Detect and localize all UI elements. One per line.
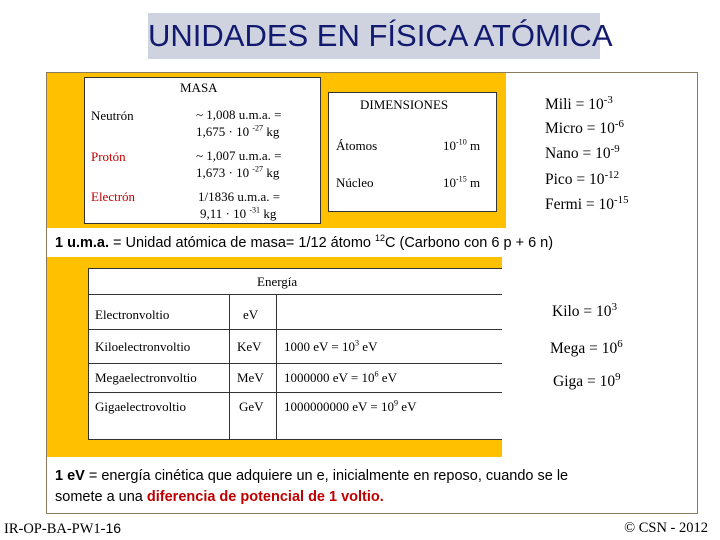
ev-note: 1 eV = energía cinética que adquiere un e, inicialmente en reposo, cuando se le somete a una diferencia de potencial de 1 voltio. bbox=[47, 459, 695, 511]
masa-row-value-line2: 1,675 · 10 $^{-27}$ kg bbox=[196, 123, 280, 139]
uma-note: 1 u.m.a. = Unidad atómica de masa= 1/12 átomo $^{12}$C (Carbono con 6 p + 6 n) bbox=[47, 230, 695, 256]
masa-row-name: Electrón bbox=[91, 189, 136, 204]
table-rule bbox=[88, 363, 505, 364]
energia-row-symbol: eV bbox=[243, 307, 259, 322]
prefix-item: Fermi = $10^{-15}$ bbox=[545, 193, 629, 213]
uma-note-bold: 1 u.m.a. bbox=[55, 235, 109, 251]
energia-row-symbol: MeV bbox=[237, 370, 264, 385]
prefix-item: Pico = $10^{-12}$ bbox=[545, 168, 620, 188]
energia-row-name: Megaelectronvoltio bbox=[95, 370, 197, 385]
energia-row-symbol: KeV bbox=[237, 339, 262, 354]
dimension-row-name: Núcleo bbox=[336, 175, 374, 190]
masa-row-value-line2: 9,11 · 10 $^{-31}$ kg bbox=[200, 205, 277, 221]
slide-code: IR-OP-BA-PW1-16 bbox=[4, 520, 122, 537]
masa-row-name: Protón bbox=[91, 149, 126, 164]
prefix-item: Mega = $10^6$ bbox=[550, 337, 623, 357]
dimension-row-name: Átomos bbox=[336, 138, 378, 153]
energia-row-name: Electronvoltio bbox=[95, 307, 170, 322]
energia-row-equivalence: 1000 eV = $10^3$ eV bbox=[284, 338, 378, 354]
prefix-item: Micro = $10^{-6}$ bbox=[545, 117, 624, 137]
prefix-item: Kilo = $10^3$ bbox=[552, 300, 617, 320]
prefix-item: Nano = $10^{-9}$ bbox=[545, 142, 620, 162]
energia-row-name: Kiloelectronvoltio bbox=[95, 339, 191, 354]
masa-label: MASA bbox=[180, 80, 218, 95]
dimensiones-label: DIMENSIONES bbox=[360, 97, 449, 112]
energia-row-symbol: GeV bbox=[239, 399, 264, 414]
energia-row-equivalence: 1000000000 eV = $10^9$ eV bbox=[284, 398, 417, 414]
masa-row-value-line1: 1/1836 u.m.a. = bbox=[198, 189, 281, 204]
dimension-row-value: $10^{-10}$ m bbox=[443, 137, 481, 153]
energia-row-name: Gigaelectrovoltio bbox=[95, 399, 186, 414]
table-rule bbox=[88, 392, 505, 393]
prefix-item: Mili = $10^{-3}$ bbox=[545, 93, 613, 113]
table-rule bbox=[229, 294, 230, 439]
ev-note-bold: 1 eV bbox=[55, 468, 85, 484]
table-rule bbox=[88, 329, 505, 330]
copyright: © CSN - 2012 bbox=[624, 520, 708, 536]
masa-row-name: Neutrón bbox=[91, 108, 134, 123]
page-title: UNIDADES EN FÍSICA ATÓMICA bbox=[148, 18, 613, 53]
energia-label: Energía bbox=[257, 274, 298, 289]
energia-row-equivalence: 1000000 eV = $10^6$ eV bbox=[284, 369, 397, 385]
masa-row-value-line1: ~ 1,007 u.m.a. = bbox=[196, 148, 282, 163]
masa-row-value-line1: ~ 1,008 u.m.a. = bbox=[196, 107, 282, 122]
ev-note-highlight: diferencia de potencial de 1 voltio. bbox=[146, 489, 384, 505]
table-rule bbox=[276, 294, 277, 439]
dimension-row-value: $10^{-15}$ m bbox=[443, 174, 481, 190]
prefix-item: Giga = $10^9$ bbox=[553, 370, 621, 390]
masa-row-value-line2: 1,673 · 10 $^{-27}$ kg bbox=[196, 164, 280, 180]
table-rule bbox=[88, 294, 505, 295]
